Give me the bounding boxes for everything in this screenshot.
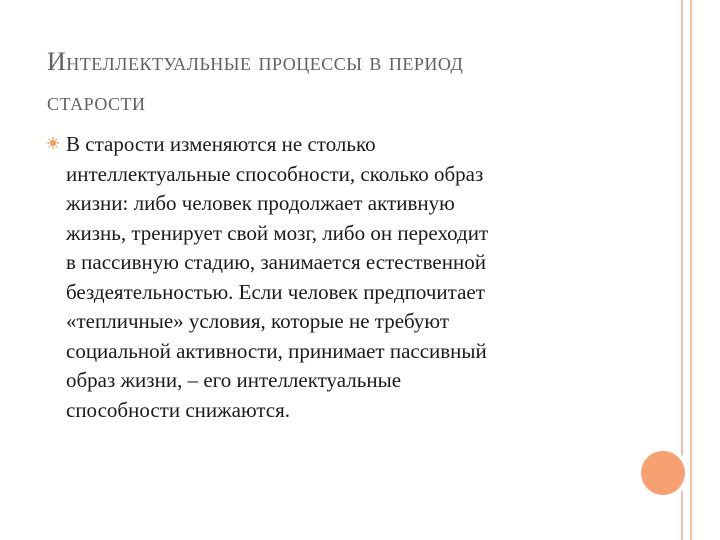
bullet-text-line: образ жизни, – его интеллектуальные	[66, 368, 402, 392]
bullet-text-line: В старости изменяются не столько	[66, 132, 376, 156]
bullet-text-line: бездеятельностью. Если человек предпочитает	[66, 279, 485, 304]
slide-title	[47, 42, 647, 122]
decorative-vertical-line-left	[681, 0, 683, 540]
bullet-text-line: жизни: либо человек продолжает активную	[66, 191, 455, 215]
slide-title-line-2: старости	[47, 87, 146, 116]
bullet-text	[66, 130, 626, 425]
bullet-text-line: способности снижаются.	[66, 397, 291, 422]
slide-title-line-1: Интеллектуальные процессы в период	[47, 47, 464, 76]
slide-content	[46, 130, 626, 425]
decorative-circle	[641, 451, 685, 495]
bullet-text-line: «тепличные» условия, которые не требуют	[66, 309, 450, 333]
bullet-text-line: в пассивную стадию, занимается естественной	[66, 250, 486, 274]
bullet-text-line: интеллектуальные способности, сколько образ	[66, 161, 484, 186]
sun-bullet-icon	[46, 136, 60, 150]
decorative-vertical-line-right	[690, 0, 692, 540]
bullet-text-line: социальной активности, принимает пассивный	[66, 338, 487, 363]
bullet-text-line: жизнь, тренирует свой мозг, либо он переходит	[66, 220, 489, 245]
bullet-item	[46, 130, 626, 425]
